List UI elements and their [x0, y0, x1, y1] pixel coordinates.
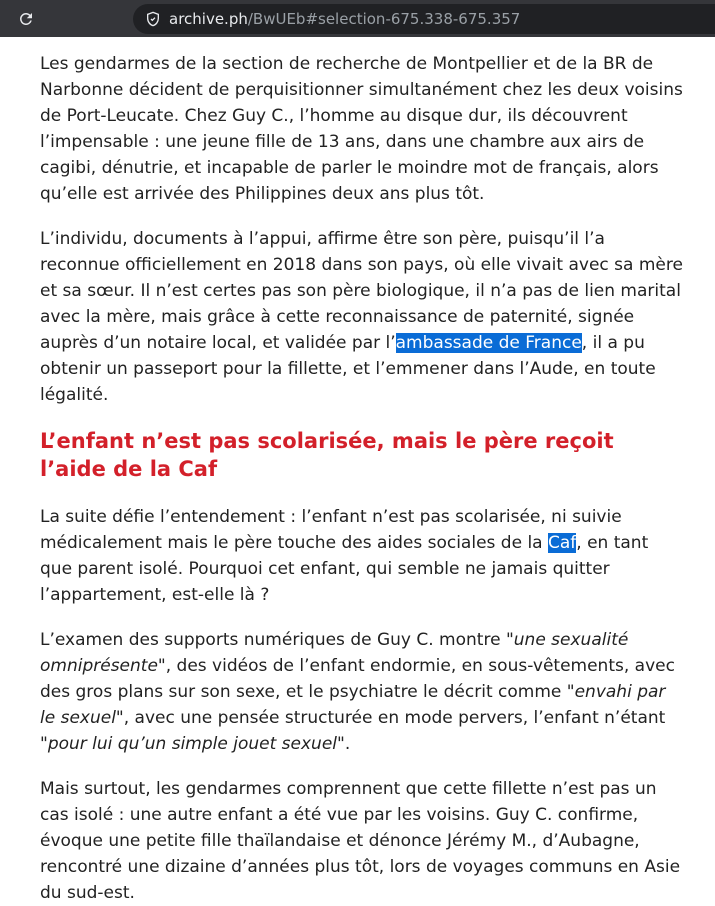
quote-2: "envahi par le sexuel" — [40, 682, 666, 728]
url-domain: archive.ph — [169, 10, 248, 28]
site-info-icon[interactable] — [145, 11, 161, 27]
paragraph-2-text-a: L’individu, documents à l’appui, affirme être son père, puisqu’il l’a reconnue officiellement en 2018 dans son pays, où elle vivait avec sa mère et sa sœur. Il n’est certes pas son père biologique, il n’a pas de lien marital avec la mère, mais grâce à cette reconnaissance de paternité, signée auprès d’un notaire local, et validée par l’ — [40, 229, 683, 353]
paragraph-4-text-c: , avec une pensée structurée en mode pervers, l’enfant n’étant — [123, 708, 666, 728]
selected-text-ambassade[interactable]: ambassade de France — [395, 333, 582, 353]
paragraph-4 — [40, 627, 685, 757]
url-path: /BwUEb#selection-675.338-675.357 — [247, 10, 521, 28]
paragraph-5: Mais surtout, les gendarmes comprennent que cette fillette n’est pas un cas isolé : une autre enfant a été vue par les voisins. Guy C. confirme, évoque une petite fille thaïlandaise et dénonce Jérémy M., d’Aubagne, rencontré une dizaine d’années plus tôt, lors de voyages communs en Asie du sud-est. — [40, 779, 681, 903]
quote-1: "une sexualité omniprésente" — [40, 630, 629, 676]
browser-toolbar — [0, 0, 715, 37]
paragraph-2 — [40, 226, 685, 408]
article-subheading: L’enfant n’est pas scolarisée, mais le père reçoit l’aide de la Caf — [40, 429, 614, 481]
paragraph-2-text-b: , il a pu obtenir un passeport pour la fillette, et l’emmener dans l’Aude, en toute légalité. — [40, 333, 656, 405]
paragraph-4-text-a: L’examen des supports numériques de Guy C. montre — [40, 630, 506, 650]
paragraph-4-text-b: , des vidéos de l’enfant endormie, en sous-vêtements, avec des gros plans sur son sexe, et le psychiatre le décrit comme — [40, 656, 675, 702]
paragraph-4-text-d: . — [344, 734, 351, 754]
selected-text-caf[interactable]: Caf — [548, 533, 577, 553]
article-body — [0, 37, 715, 906]
address-bar[interactable] — [133, 4, 715, 34]
quote-3: "pour lui qu’un simple jouet sexuel" — [40, 734, 345, 754]
paragraph-3-text-b: , en tant que parent isolé. Pourquoi cet enfant, qui semble ne jamais quitter l’appartement, est-elle là ? — [40, 533, 649, 605]
paragraph-3 — [40, 504, 685, 608]
paragraph-3-text-a: La suite défie l’entendement : l’enfant n’est pas scolarisée, ni suivie médicalement mais le père touche des aides sociales de la — [40, 507, 622, 553]
paragraph-1: Les gendarmes de la section de recherche de Montpellier et de la BR de Narbonne décident de perquisitionner simultanément chez les deux voisins de Port-Leucate. Chez Guy C., l’homme au disque dur, ils découvrent l’impensable : une jeune fille de 13 ans, dans une chambre aux airs de cagibi, dénutrie, et incapable de parler le moindre mot de français, alors qu’elle est arrivée des Philippines deux ans plus tôt. — [40, 54, 683, 204]
reload-icon[interactable] — [16, 9, 36, 29]
